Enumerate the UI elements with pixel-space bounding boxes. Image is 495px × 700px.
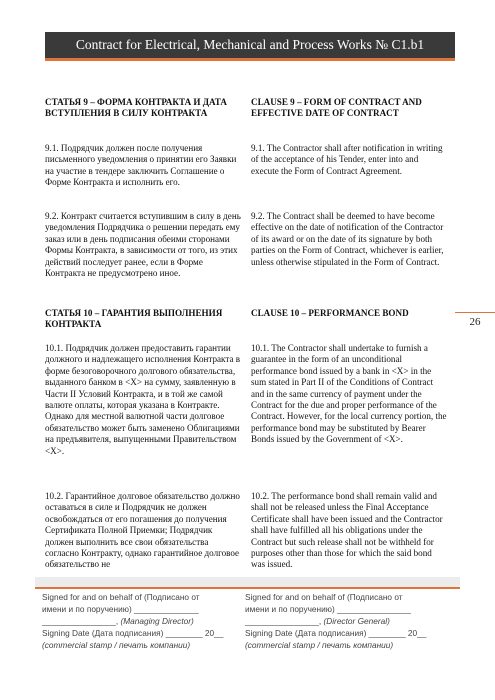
en-clause9-1-block: [251, 143, 447, 177]
sig-right-blank: ________________,: [245, 616, 324, 626]
ru-clause9-heading-block: [45, 97, 241, 120]
header-accent-line: [45, 58, 455, 61]
en-clause10-2: 10.2. The performance bond shall remain valid and shall not be released unless the Final Acceptance Certificate shall have been issued and the Contractor shall have fulfilled all his obligations under the Contract but such release shall not be withheld for purposes other than those for which the said bond was issued.: [251, 491, 443, 570]
sig-right-line3: [245, 615, 455, 627]
footer-bar: [35, 577, 460, 587]
footer-accent-line: [35, 587, 460, 589]
en-clause10-heading-block: [251, 308, 447, 319]
sig-right-line1: Signed for and on behalf of (Подписано от: [245, 592, 403, 602]
sig-left-stamp-text: (commercial stamp / печать компании): [42, 640, 191, 650]
sig-left-role: (Managing Director): [120, 616, 194, 626]
sig-right-role: (Director General): [323, 616, 390, 626]
ru-clause10-1: 10.1. Подрядчик должен предоставить гарантии должного и надлежащего исполнения Контракта в форме безоговорочного долгового обязательства, выданного банком в <X> на сумму, заявленную в Части II Условий Контракта, и в той же самой валюте оплаты, которая указана в Контракте. Однако для местной валютной части долговое обязательство может быть заменено Облигациями на предъявителя, выпущенными Правительством <X>.: [45, 343, 241, 456]
en-clause9-heading: CLAUSE 9 – FORM OF CONTRACT AND EFFECTIVE DATE OF CONTRACT: [251, 97, 422, 119]
sig-left-line2: имени и по поручению) ______________: [42, 604, 199, 614]
ru-clause9-1: 9.1. Подрядчик должен после получения письменного уведомления о принятии его Заявки на участие в тендере заключить Соглашение о Форме Контракта и исполнить его.: [45, 143, 237, 188]
en-clause10-1-block: [251, 343, 447, 446]
ru-clause9-1-block: [45, 143, 241, 189]
document-title: Contract for Electrical, Mechanical and Process Works № C1.b1: [75, 37, 425, 52]
sig-left-line3: [42, 615, 242, 627]
sig-right-stamp-text: (commercial stamp / печать компании): [245, 640, 394, 650]
en-clause10-1: 10.1. The Contractor shall undertake to furnish a guarantee in the form of an unconditional performance bond issued by a bank in <X> in the sum stated in Part II of the Conditions of Contract and in the same currency of payment under the Contract for the due and proper performance of the Contract. However, for the local currency portion, the performance bond may be substituted by Bearer Bonds issued by the Government of <X>.: [251, 343, 447, 445]
ru-clause9-2-block: [45, 211, 241, 279]
sig-right-stamp: [245, 639, 455, 651]
ru-clause10-2-block: [45, 491, 241, 571]
ru-clause10-1-block: [45, 343, 241, 457]
sig-right-line2: имени и по поручению) ________________: [245, 604, 411, 614]
sig-left-stamp: [42, 639, 242, 651]
page-number: 26: [455, 312, 495, 328]
sig-left-date: Signing Date (Дата подписания) ________ 20__: [42, 628, 224, 638]
sig-left-line1: Signed for and on behalf of (Подписано от: [42, 592, 200, 602]
ru-clause10-heading: СТАТЬЯ 10 – ГАРАНТИЯ ВЫПОЛНЕНИЯ КОНТРАКТА: [45, 308, 223, 330]
signature-block-left: [42, 591, 242, 651]
en-clause10-2-block: [251, 491, 447, 571]
ru-clause10-2: 10.2. Гарантийное долговое обязательство должно оставаться в силе и Подрядчик не должен освобождаться от его погашения до получения Сертификата Полной Приемки; Подрядчик должен выполнить все свои обязательства согласно Контракту, однако гарантийное долговое обязательство не: [45, 491, 240, 570]
en-clause9-2: 9.2. The Contract shall be deemed to have become effective on the date of notification of the Contractor of its award or on the date of its signature by both parties on the Form of Contract, whichever is earlier, unless otherwise stipulated in the Form of Contract.: [251, 211, 444, 267]
signature-block-right: [245, 591, 455, 651]
en-clause9-2-block: [251, 211, 447, 268]
sig-right-date: Signing Date (Дата подписания) ________ 20__: [245, 628, 427, 638]
ru-clause9-heading: СТАТЬЯ 9 – ФОРМА КОНТРАКТА И ДАТА ВСТУПЛЕНИЯ В СИЛУ КОНТРАКТА: [45, 97, 227, 119]
sig-left-blank: ________________,: [42, 616, 121, 626]
en-clause10-heading: CLAUSE 10 – PERFORMANCE BOND: [251, 308, 409, 318]
ru-clause10-heading-block: [45, 308, 241, 331]
ru-clause9-2: 9.2. Контракт считается вступившим в силу в день уведомления Подрядчика о решении передать ему заказ или в день подписания обеими сторонами Формы Контракта, в зависимости от того, из этих действий последует ранее, если в Форме Контракта не предусмотрено иное.: [45, 211, 241, 279]
en-clause9-heading-block: [251, 97, 447, 120]
en-clause9-1: 9.1. The Contractor shall after notification in writing of the acceptance of his Tender, enter into and execute the Form of Contract Agreement.: [251, 143, 443, 176]
document-header: [45, 32, 455, 58]
